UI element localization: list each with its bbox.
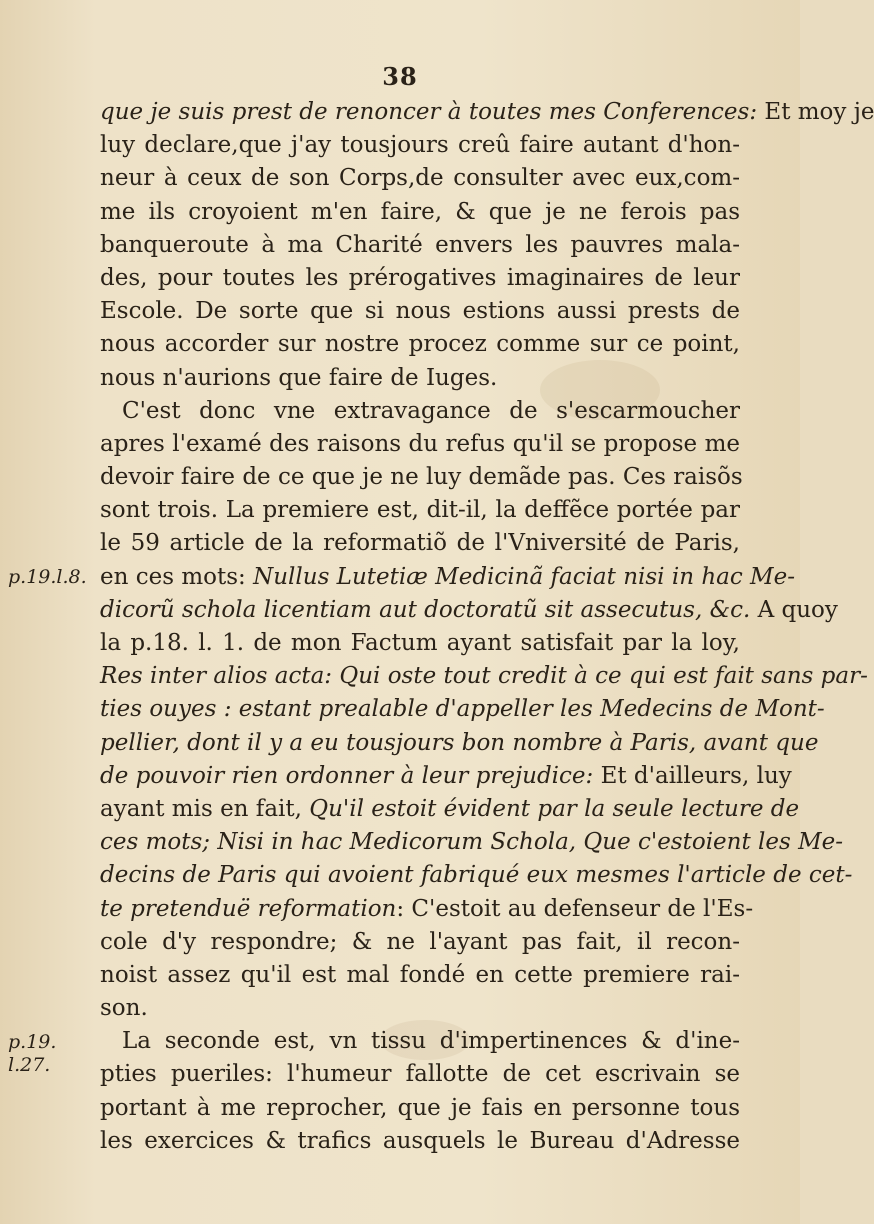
text-line xyxy=(100,262,740,295)
roman-text: sont trois. La premiere est, dit-il, la deffẽce portée par xyxy=(100,497,740,524)
text-line xyxy=(100,594,838,627)
text-line xyxy=(100,196,740,229)
text-line xyxy=(100,162,740,195)
roman-text: le 59 article de la reformatiõ de l'Vniversité de Paris, xyxy=(100,530,740,557)
text-line xyxy=(100,926,740,959)
text-line xyxy=(100,1058,740,1091)
italic-text: ces mots; Nisi in hac Medicorum Schola, Que c'estoient les Me- xyxy=(100,829,844,856)
margin-note: p.19.l.8. xyxy=(8,565,87,588)
roman-text: des, pour toutes les prérogatives imaginaires de leur xyxy=(100,264,740,291)
text-line xyxy=(100,129,740,162)
roman-text: les exercices & trafics ausquels le Bureau d'Adresse xyxy=(100,1127,740,1154)
text-line xyxy=(100,992,740,1025)
italic-text: Res inter alios acta: Qui oste tout credit à ce qui est fait sans par- xyxy=(100,663,868,690)
margin-note: l.27. xyxy=(8,1053,51,1076)
roman-text: cole d'y respondre; & ne l'ayant pas fait, il recon- xyxy=(100,928,740,955)
roman-text: noist assez qu'il est mal fondé en cette premiere rai- xyxy=(100,961,740,988)
text-line xyxy=(100,693,825,726)
roman-text: banqueroute à ma Charité envers les pauvres mala- xyxy=(100,231,740,258)
text-line xyxy=(100,295,740,328)
roman-text: luy declare,que j'ay tousjours creû faire autant d'hon- xyxy=(100,132,740,159)
text-line xyxy=(100,959,740,992)
text-line xyxy=(100,1092,740,1125)
roman-text: portant à me reprocher, que je fais en personne tous xyxy=(100,1094,740,1121)
italic-text: decins de Paris qui avoient fabriqué eux mesmes l'article de cet- xyxy=(100,862,853,889)
text-line xyxy=(100,627,740,660)
italic-text: te pretenduë reformation xyxy=(100,895,397,922)
text-line xyxy=(100,527,740,560)
roman-text: Et moy je xyxy=(757,99,874,125)
text-line xyxy=(100,362,740,395)
roman-text: : C'estoit au defenseur de l'Es- xyxy=(396,895,754,922)
text-line xyxy=(100,494,740,527)
roman-text: ayant mis en fait, xyxy=(100,795,310,822)
text-line xyxy=(100,660,868,693)
roman-text: A quoy xyxy=(750,596,838,623)
roman-text: en ces mots: xyxy=(100,563,254,590)
text-line xyxy=(100,96,874,129)
italic-text: dicorũ schola licentiam aut doctoratũ sit assecutus, &c. xyxy=(100,596,751,623)
roman-text: nous accorder sur nostre procez comme sur ce point, xyxy=(100,331,740,358)
roman-text: la p.18. l. 1. de mon Factum ayant satisfait par la loy, xyxy=(100,630,740,656)
italic-text: Nullus Lutetiæ Medicinã faciat nisi in hac Me- xyxy=(253,563,795,590)
text-line xyxy=(100,893,754,926)
text-line xyxy=(100,561,795,594)
roman-text: Et d'ailleurs, luy xyxy=(593,762,792,789)
text-line xyxy=(100,793,800,826)
italic-text: pellier, dont il y a eu tousjours bon nombre à Paris, avant que xyxy=(100,729,819,756)
text-line xyxy=(100,826,844,859)
roman-text: apres l'examé des raisons du refus qu'il se propose me xyxy=(100,430,740,457)
text-line xyxy=(100,859,853,892)
roman-text: C'est donc vne extravagance de s'escarmoucher xyxy=(122,397,740,424)
text-line xyxy=(100,760,792,793)
text-line xyxy=(100,727,819,760)
roman-text: Escole. De sorte que si nous estions aussi prests de xyxy=(100,298,740,325)
italic-text: Qu'il estoit évident par la seule lecture de xyxy=(309,795,800,822)
roman-text: nous n'aurions que faire de Iuges. xyxy=(100,364,498,391)
roman-text: son. xyxy=(100,995,148,1022)
text-line xyxy=(100,395,740,428)
italic-text: ties ouyes : estant prealable d'appeller les Medecins de Mont- xyxy=(100,696,825,723)
page-number: 38 xyxy=(382,62,418,91)
roman-text: devoir faire de ce que je ne luy demãde pas. Ces raisõs xyxy=(100,464,743,491)
text-line xyxy=(100,461,743,494)
roman-text: pties pueriles: l'humeur fallotte de cet escrivain se xyxy=(100,1061,740,1088)
roman-text: La seconde est, vn tissu d'impertinences & d'ine- xyxy=(122,1028,740,1055)
margin-note: p.19. xyxy=(8,1030,57,1053)
text-line xyxy=(100,1025,740,1058)
text-line xyxy=(100,328,740,361)
text-line xyxy=(100,229,740,262)
text-line xyxy=(100,1125,740,1158)
text-line xyxy=(100,428,740,461)
roman-text: me ils croyoient m'en faire, & que je ne ferois pas xyxy=(100,198,740,225)
italic-text: de pouvoir rien ordonner à leur prejudice: xyxy=(100,762,594,789)
body-text xyxy=(100,96,874,1158)
italic-text: que je suis prest de renoncer à toutes mes Conferences: xyxy=(100,99,758,125)
roman-text: neur à ceux de son Corps,de consulter avec eux,com- xyxy=(100,165,740,192)
